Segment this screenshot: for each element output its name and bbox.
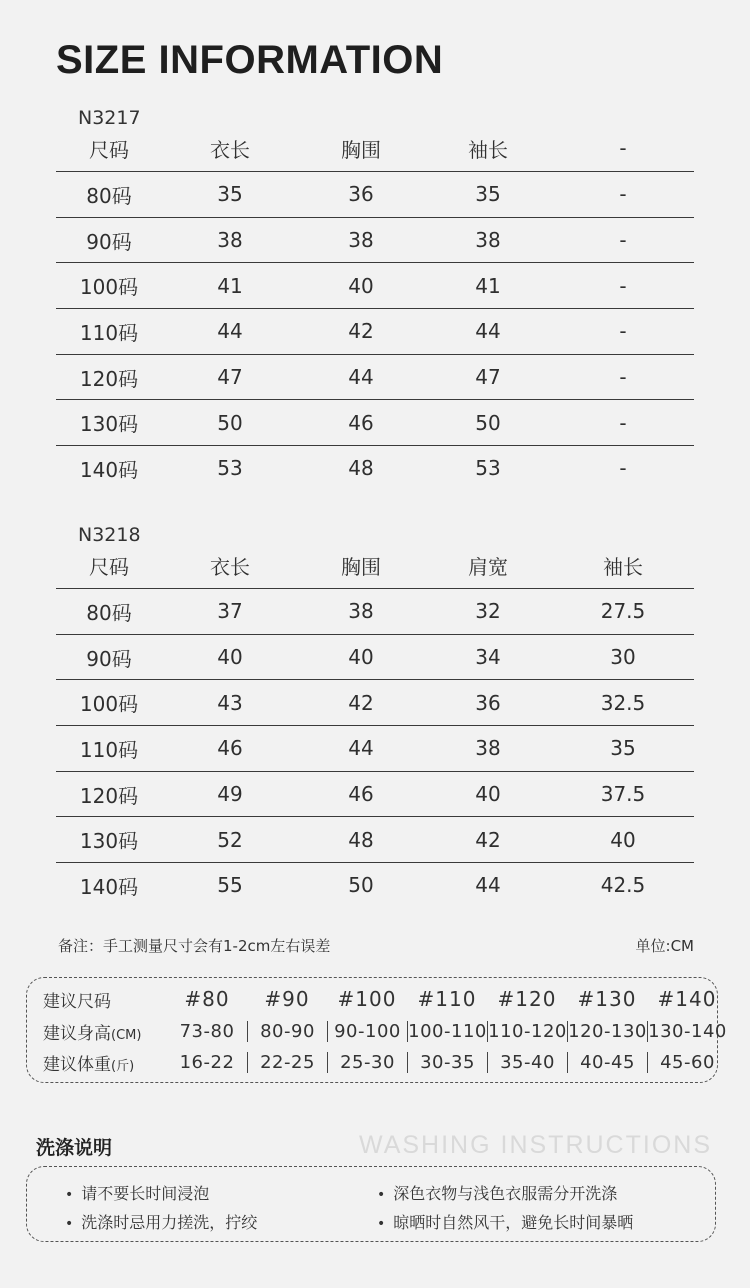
suggest-weight-label: 建议体重(斤) [43, 1054, 135, 1075]
table-cell: 140码 [79, 457, 139, 482]
table-cell: 40 [348, 273, 374, 298]
table-cell: 42 [475, 827, 501, 852]
suggest-size-row [27, 984, 727, 1014]
table-cell: 44 [475, 319, 501, 344]
suggest-weight-row [27, 1047, 727, 1077]
table-cell: - [619, 456, 627, 481]
model-code-n3217: N3217 [78, 107, 141, 129]
suggest-heights-cell: 110-120 [488, 1020, 567, 1042]
table-cell: 35 [610, 736, 636, 761]
table-cell: 38 [348, 228, 374, 253]
suggest-height-row [27, 1016, 727, 1046]
table-cell: 40 [610, 827, 636, 852]
table-cell: 46 [348, 410, 374, 435]
table-cell: 90码 [86, 646, 132, 671]
table-cell: 140码 [79, 874, 139, 899]
table-row [56, 262, 694, 308]
table-cell: 40 [348, 645, 374, 670]
table-cell: 27.5 [600, 599, 646, 624]
table-cell: 34 [475, 645, 501, 670]
suggest-height-label: 建议身高(CM) [43, 1023, 142, 1044]
table-cell: 36 [348, 182, 374, 207]
page-title: SIZE INFORMATION [56, 38, 444, 82]
suggest-weights-cell: 40-45 [567, 1052, 647, 1073]
table-row [56, 588, 694, 634]
table-row [56, 725, 694, 771]
table-row [56, 354, 694, 400]
table-cell: 42 [348, 319, 374, 344]
table-cell: - [619, 319, 627, 344]
table-cell: 35 [217, 182, 243, 207]
table-cell: 42 [348, 690, 374, 715]
suggest-heights-cell: 90-100 [327, 1021, 407, 1042]
suggest-weights-cell: 30-35 [407, 1052, 487, 1073]
table-cell: 49 [217, 782, 243, 807]
table-cell: - [619, 273, 627, 298]
table-cell: 32 [475, 599, 501, 624]
suggest-sizes-cell: #100 [337, 987, 397, 1011]
suggest-size-label: 建议尺码 [43, 991, 111, 1012]
table-cell: 100码 [79, 275, 139, 300]
column-header: 胸围 [341, 137, 381, 162]
column-header: 袖长 [468, 137, 508, 162]
suggest-weights-cell: 16-22 [179, 1051, 235, 1073]
table-cell: 48 [348, 827, 374, 852]
column-header: 尺码 [89, 137, 129, 162]
table-row [56, 679, 694, 725]
suggest-sizes-cell: #110 [417, 987, 477, 1011]
table-cell: 38 [475, 736, 501, 761]
table-cell: 50 [217, 410, 243, 435]
table-cell: 100码 [79, 692, 139, 717]
column-header: 袖长 [603, 554, 643, 579]
suggest-sizes-cell: #120 [497, 987, 557, 1011]
wash-title: 洗涤说明 [36, 1137, 113, 1159]
column-header: 肩宽 [468, 554, 508, 579]
table-cell: 53 [475, 456, 501, 481]
table-cell: 130码 [79, 412, 139, 437]
table-cell: 90码 [86, 229, 132, 254]
table-cell: 30 [610, 645, 636, 670]
wash-item: • 晾晒时自然风干，避免长时间暴晒 [377, 1210, 633, 1233]
table-cell: 37.5 [600, 782, 646, 807]
suggest-sizes-cell: #80 [184, 987, 230, 1011]
table-cell: 130码 [79, 829, 139, 854]
table-cell: 42.5 [600, 873, 646, 898]
table-cell: 120码 [79, 366, 139, 391]
table-cell: 40 [217, 645, 243, 670]
table-cell: 46 [217, 736, 243, 761]
column-header: 衣长 [210, 137, 250, 162]
table-cell: - [619, 410, 627, 435]
wash-title-en: WASHING INSTRUCTIONS [359, 1131, 712, 1159]
model-code-n3218: N3218 [78, 524, 141, 546]
table-cell: 36 [475, 690, 501, 715]
table-row [56, 862, 694, 908]
table-cell: 37 [217, 599, 243, 624]
table-cell: 55 [217, 873, 243, 898]
table-cell: 32.5 [600, 690, 646, 715]
table-cell: 43 [217, 690, 243, 715]
suggest-heights-cell: 100-110 [408, 1020, 487, 1042]
suggest-heights-cell: 130-140 [648, 1020, 727, 1042]
wash-item: • 洗涤时忌用力搓洗，拧绞 [65, 1210, 257, 1233]
column-header: 衣长 [210, 554, 250, 579]
table-cell: 80码 [86, 600, 132, 625]
table-cell: 38 [348, 599, 374, 624]
table-cell: 35 [475, 182, 501, 207]
suggest-weights-cell: 45-60 [647, 1052, 727, 1073]
table-row [56, 816, 694, 862]
table-cell: 110码 [79, 737, 139, 762]
table-cell: - [619, 365, 627, 390]
table-row [56, 445, 694, 491]
measurement-note: 备注：手工测量尺寸会有1-2cm左右误差 [58, 937, 331, 955]
suggest-sizes-cell: #130 [577, 987, 637, 1011]
table-cell: 38 [475, 228, 501, 253]
wash-instructions-box [26, 1166, 716, 1242]
table-cell: 47 [217, 365, 243, 390]
size-table-n3217 [56, 125, 694, 491]
table-row [56, 171, 694, 217]
table-cell: 110码 [79, 320, 139, 345]
table-cell: 52 [217, 827, 243, 852]
suggest-heights-cell: 120-130 [568, 1020, 647, 1042]
suggest-heights-cell: 80-90 [247, 1021, 327, 1042]
column-header: 胸围 [341, 554, 381, 579]
wash-item: • 深色衣物与浅色衣服需分开洗涤 [377, 1181, 617, 1204]
suggest-weights-cell: 22-25 [247, 1052, 327, 1073]
table-cell: 41 [475, 273, 501, 298]
table-cell: 41 [217, 273, 243, 298]
table-row [56, 308, 694, 354]
table-cell: 48 [348, 456, 374, 481]
suggest-sizes-cell: #140 [657, 987, 717, 1011]
table-cell: 38 [217, 228, 243, 253]
column-header: 尺码 [89, 554, 129, 579]
table-cell: 50 [475, 410, 501, 435]
table-cell: 44 [348, 736, 374, 761]
table-cell: 120码 [79, 783, 139, 808]
table-cell: 46 [348, 782, 374, 807]
column-header: - [619, 136, 627, 160]
suggest-weights-cell: 35-40 [487, 1052, 567, 1073]
table-header-row [56, 542, 694, 588]
table-cell: 44 [348, 365, 374, 390]
table-cell: 53 [217, 456, 243, 481]
table-cell: - [619, 182, 627, 207]
table-cell: 44 [475, 873, 501, 898]
suggest-sizes-cell: #90 [264, 987, 310, 1011]
table-header-row [56, 125, 694, 171]
suggest-weights-cell: 25-30 [327, 1052, 407, 1073]
suggest-heights-cell: 73-80 [179, 1020, 235, 1042]
table-cell: 80码 [86, 183, 132, 208]
table-cell: 47 [475, 365, 501, 390]
unit-note: 单位:CM [635, 937, 694, 955]
wash-item: • 请不要长时间浸泡 [65, 1181, 209, 1204]
size-suggestion-box [26, 977, 727, 1083]
table-cell: - [619, 228, 627, 253]
table-cell: 40 [475, 782, 501, 807]
table-row [56, 399, 694, 445]
table-row [56, 771, 694, 817]
table-cell: 50 [348, 873, 374, 898]
table-row [56, 217, 694, 263]
table-row [56, 634, 694, 680]
table-cell: 44 [217, 319, 243, 344]
size-table-n3218 [56, 542, 694, 908]
